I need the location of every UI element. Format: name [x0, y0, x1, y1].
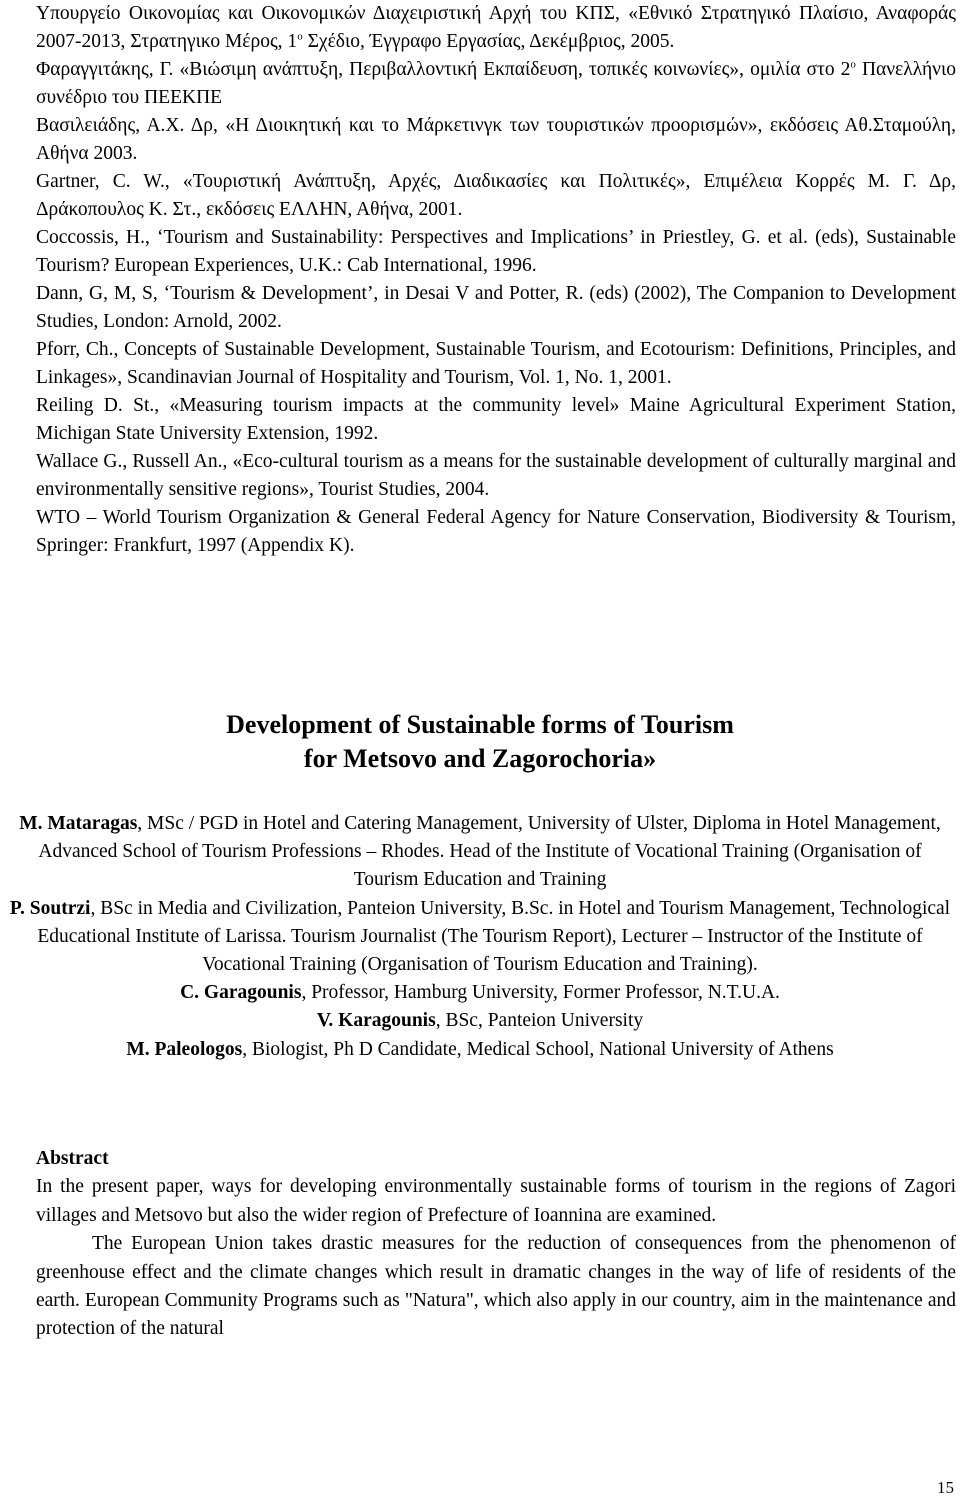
reference-item: Coccossis, H., ‘Tourism and Sustainability: Perspectives and Implications’ in Priestley, G. et al. (eds), Sustainable Tourism? European Experiences, U.K.: Cab International, 1996.	[36, 227, 956, 276]
author-desc: , Professor, Hamburg University, Former Professor, N.T.U.A.	[301, 982, 780, 1004]
reference-item: WTO – World Tourism Organization & General Federal Agency for Nature Conservation, Biodiversity & Tourism, Springer: Frankfurt, 1997 (Appendix K).	[36, 507, 956, 556]
reference-item: Υπουργείο Οικονομίας και Οικονομικών Διαχειριστική Αρχή του ΚΠΣ, «Εθνικό Στρατηγικό Πλαίσιο, Αναφοράς 2007-2013, Στρατηγικο Μέρος, $1^o$ Σχέδιο, Έγγραφο Εργασίας, Δεκέμβριος, 2005.	[36, 3, 956, 52]
page-number: 15	[937, 1478, 954, 1497]
abstract-paragraph-1: In the present paper, ways for developing environmentally sustainable forms of tourism in the regions of Zagori villages and Metsovo but also the wider region of Prefecture of Ioannina are examined.	[36, 1176, 956, 1226]
author-3	[6, 979, 954, 1007]
abstract-paragraph-2: The European Union takes drastic measures for the reduction of consequences from the phenomenon of greenhouse effect and the climate changes which result in dramatic changes in the way of life of residents of the earth. European Community Programs such as "Natura", which also apply in our country, aim in the maintenance and protection of the natural	[36, 1233, 956, 1340]
author-name: V. Karagounis	[316, 1010, 436, 1032]
reference-item: Gartner, C. W., «Τουριστική Ανάπτυξη, Αρχές, Διαδικασίες και Πολιτικές», Επιμέλεια Κορρές Μ. Γ. Δρ, Δράκοπουλος Κ. Στ., εκδόσεις ΕΛΛΗΝ, Αθήνα, 2001.	[36, 171, 956, 220]
authors-block	[6, 810, 954, 1064]
reference-item: Βασιλειάδης, Α.Χ. Δρ, «Η Διοικητική και το Μάρκετινγκ των τουριστικών προορισμών», εκδόσεις Αθ.Σταμούλη, Αθήνα 2003.	[36, 115, 956, 164]
author-desc: , BSc, Panteion University	[435, 1010, 644, 1032]
author-5	[6, 1036, 954, 1064]
author-desc: , Biologist, Ph D Candidate, Medical School, National University of Athens	[242, 1038, 834, 1060]
abstract-heading: Abstract	[36, 1148, 109, 1169]
reference-item: Pforr, Ch., Concepts of Sustainable Development, Sustainable Tourism, and Ecotourism: Definitions, Principles, and Linkages», Scandinavian Journal of Hospitality and Tourism, Vol. 1, No. 1, 2001.	[36, 339, 956, 388]
author-desc: , BSc in Media and Civilization, Panteion University, B.Sc. in Hotel and Tourism Management, Technological Educational Institute of Larissa. Tourism Journalist (The Tourism Report), Lecturer – Instructor of the Institute of Vocational Training (Organisation of Tourism Education and Training).	[37, 897, 951, 976]
author-name: P. Soutrzi	[9, 897, 91, 919]
author-1	[6, 810, 954, 895]
author-name: M. Mataragas	[19, 813, 138, 834]
references-list	[36, 0, 956, 560]
abstract-section	[36, 1145, 956, 1344]
author-2	[6, 895, 954, 980]
paper-title	[0, 708, 960, 776]
reference-item: Dann, G, M, S, ‘Tourism & Development’, in Desai V and Potter, R. (eds) (2002), The Companion to Development Studies, London: Arnold, 2002.	[36, 283, 956, 332]
reference-item: Reiling D. St., «Measuring tourism impacts at the community level» Maine Agricultural Experiment Station, Michigan State University Extension, 1992.	[36, 395, 956, 444]
author-name: M. Paleologos	[126, 1038, 243, 1060]
title-line-2: for Metsovo and Zagorochoria»	[303, 744, 657, 773]
reference-item: Wallace G., Russell An., «Eco-cultural tourism as a means for the sustainable development of culturally marginal and environmentally sensitive regions», Tourist Studies, 2004.	[36, 451, 956, 500]
reference-item: Φαραγγιτάκης, Γ. «Βιώσιμη ανάπτυξη, Περιβαλλοντική Εκπαίδευση, τοπικές κοινωνίες», ομιλία στο $2^o$ Πανελλήνιο συνέδριο του ΠΕΕΚΠΕ	[36, 58, 956, 108]
author-4	[6, 1007, 954, 1035]
author-name: C. Garagounis	[180, 982, 302, 1004]
author-desc: , MSc / PGD in Hotel and Catering Management, University of Ulster, Diploma in Hotel Management, Advanced School of Tourism Professions – Rhodes. Head of the Institute of Vocational Training (Organisation of Tourism Education and Training	[38, 813, 941, 891]
title-line-1: Development of Sustainable forms of Tourism	[226, 710, 734, 739]
